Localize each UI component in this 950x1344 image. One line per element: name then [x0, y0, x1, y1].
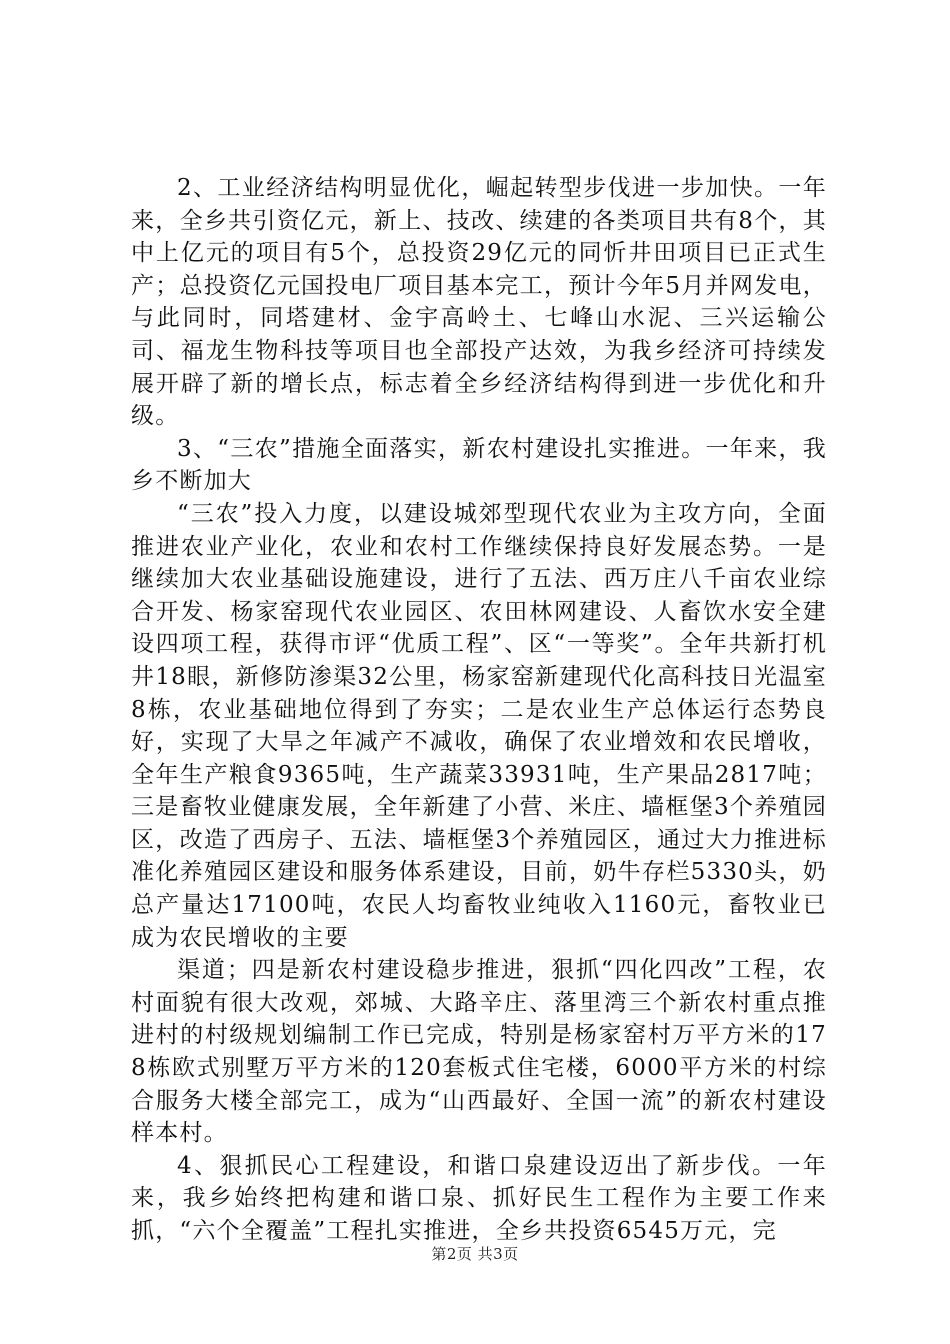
paragraph-sannong-heading: 3、“三农”措施全面落实，新农村建设扎实推进。一年来，我乡不断加大	[131, 435, 827, 495]
page-footer: 第2页 共3页	[431, 1245, 519, 1263]
paragraph-industry: 2、工业经济结构明显优化，崛起转型步伐进一步加快。一年来，全乡共引资亿元，新上、技改、续建的各类项目共有8个，其中上亿元的项目有5个，总投资29亿元的同忻井田项目已正式生产；总投资亿元国投电厂项目基本完工，预计今年5月并网发电，与此同时，同塔建材、金宇高岭土、七峰山水泥、三兴运输公司、福龙生物科技等项目也全部投产达效，为我乡经济可持续发展开辟了新的增长点，标志着全乡经济结构得到进一步优化和升级。	[131, 175, 827, 430]
document-body	[131, 172, 827, 1248]
paragraph-new-countryside: 渠道；四是新农村建设稳步推进，狠抓“四化四改”工程，农村面貌有很大改观，郊城、大路辛庄、落里湾三个新农村重点推进村的村级规划编制工作已完成，特别是杨家窑村万平方米的178栋欧式别墅万平方米的120套板式住宅楼，6000平方米的村综合服务大楼全部完工，成为“山西最好、全国一流”的新农村建设样本村。	[131, 957, 827, 1147]
paragraph-sannong-investment: “三农”投入力度，以建设城郊型现代农业为主攻方向，全面推进农业产业化，农业和农村工作继续保持良好发展态势。一是继续加大农业基础设施建设，进行了五法、西万庄八千亩农业综合开发、杨家窑现代农业园区、农田林网建设、人畜饮水安全建设四项工程，获得市评“优质工程”、区“一等奖”。全年共新打机井18眼，新修防渗渠32公里，杨家窑新建现代化高科技日光温室8栋，农业基础地位得到了夯实；二是农业生产总体运行态势良好，实现了大旱之年减产不减收，确保了农业增效和农民增收，全年生产粮食9365吨，生产蔬菜33931吨，生产果品2817吨；三是畜牧业健康发展，全年新建了小营、米庄、墙框堡3个养殖园区，改造了西房子、五法、墙框堡3个养殖园区，通过大力推进标准化养殖园区建设和服务体系建设，目前，奶牛存栏5330头，奶总产量达17100吨，农民人均畜牧业纯收入1160元，畜牧业已成为农民增收的主要	[131, 500, 827, 951]
paragraph-livelihood: 4、狠抓民心工程建设，和谐口泉建设迈出了新步伐。一年来，我乡始终把构建和谐口泉、抓好民生工程作为主要工作来抓，“六个全覆盖”工程扎实推进，全乡共投资6545万元，完	[131, 1152, 827, 1244]
